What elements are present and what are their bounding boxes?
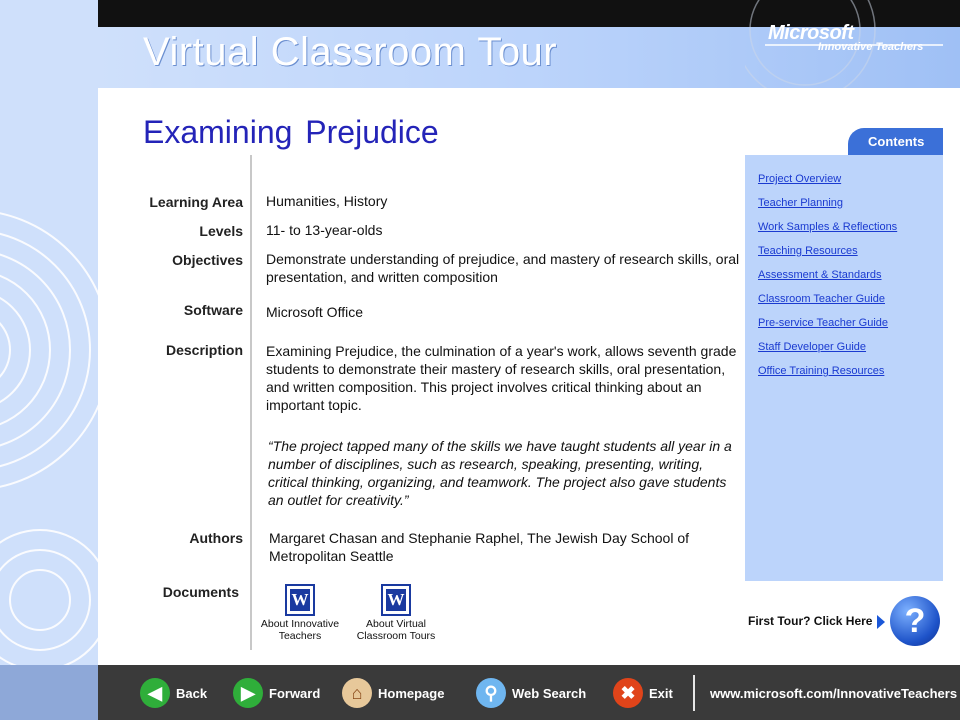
concentric-circles-decoration [0, 0, 98, 665]
help-question-icon[interactable]: ? [890, 596, 940, 646]
forward-label: Forward [269, 685, 321, 701]
levels-label: Levels [199, 223, 243, 239]
documents-label: Documents [162, 584, 239, 600]
back-arrow-icon: ◀ [140, 678, 170, 708]
authors-label: Authors [189, 530, 243, 546]
teacher-quote: “The project tapped many of the skills we have taught students all year in a number of disciplines, such as research, speaking, presenting, writing, critical thinking, organizing, and teamwork. The project also gave students an outlet for creativity.” [268, 438, 732, 508]
document-label: About Innovative Teachers [260, 618, 340, 642]
description-value: Examining Prejudice, the culmination of a year's work, allows seventh grade students to demonstrate their mastery of research skills, oral presentation, and written composition. This project involves critical thinking about an important topic. [266, 343, 737, 413]
microsoft-brand: Microsoft [768, 22, 854, 44]
back-button[interactable] [140, 677, 207, 709]
contents-tab: Contents [848, 128, 943, 155]
back-label: Back [176, 685, 208, 701]
footer-separator [693, 675, 695, 711]
toc-link-assessment-standards[interactable]: Assessment & Standards [758, 269, 882, 281]
word-document-icon: W [285, 584, 315, 616]
document-label: About Virtual Classroom Tours [356, 618, 436, 642]
vertical-divider [250, 155, 252, 650]
software-label: Software [183, 302, 243, 318]
forward-button[interactable] [233, 677, 320, 709]
first-tour-link[interactable]: First Tour? Click Here [748, 614, 873, 628]
magnifier-search-icon: ⚲ [476, 678, 506, 708]
description-label: Description [165, 342, 243, 358]
page-title: Examining Prejudice [143, 114, 439, 150]
homepage-label: Homepage [378, 685, 445, 701]
home-icon: ⌂ [342, 678, 372, 708]
toc-link-classroom-teacher-guide[interactable]: Classroom Teacher Guide [758, 293, 885, 305]
web-search-button[interactable] [476, 677, 586, 709]
word-document-icon: W [381, 584, 411, 616]
footer-url[interactable]: www.microsoft.com/InnovativeTeachers [710, 686, 958, 701]
innovative-teachers-brand: Innovative Teachers [818, 41, 924, 53]
learning-area-label: Learning Area [149, 194, 243, 210]
document-about-innovative-teachers[interactable] [248, 584, 352, 642]
toc-link-teacher-planning[interactable]: Teacher Planning [758, 197, 844, 209]
document-about-virtual-classroom-tours[interactable] [344, 584, 448, 642]
forward-arrow-icon: ▶ [233, 678, 263, 708]
learning-area-value: Humanities, History [266, 193, 388, 209]
exit-label: Exit [649, 685, 673, 701]
toc-link-teaching-resources[interactable]: Teaching Resources [758, 245, 858, 257]
toc-link-preservice-teacher-guide[interactable]: Pre-service Teacher Guide [758, 317, 889, 329]
footer-left-accent [0, 665, 98, 720]
homepage-button[interactable] [342, 677, 444, 709]
exit-x-icon: ✖ [613, 678, 643, 708]
arrow-right-icon [877, 615, 885, 629]
toc-link-project-overview[interactable]: Project Overview [758, 173, 842, 185]
software-value: Microsoft Office [266, 304, 363, 320]
toc-link-staff-developer-guide[interactable]: Staff Developer Guide [758, 341, 867, 353]
objectives-value: Demonstrate understanding of prejudice, and mastery of research skills, oral presentation, and written composition [266, 251, 740, 285]
toc-link-office-training-resources[interactable]: Office Training Resources [758, 365, 885, 377]
exit-button[interactable] [613, 677, 673, 709]
left-decorative-panel [0, 0, 98, 665]
authors-value: Margaret Chasan and Stephanie Raphel, The Jewish Day School of Metropolitan Seattle [269, 530, 689, 564]
header-title: Virtual Classroom Tour [143, 30, 558, 74]
levels-value: 11- to 13-year-olds [266, 222, 383, 238]
objectives-label: Objectives [172, 252, 243, 268]
toc-link-work-samples[interactable]: Work Samples & Reflections [758, 221, 898, 233]
web-search-label: Web Search [512, 685, 587, 701]
